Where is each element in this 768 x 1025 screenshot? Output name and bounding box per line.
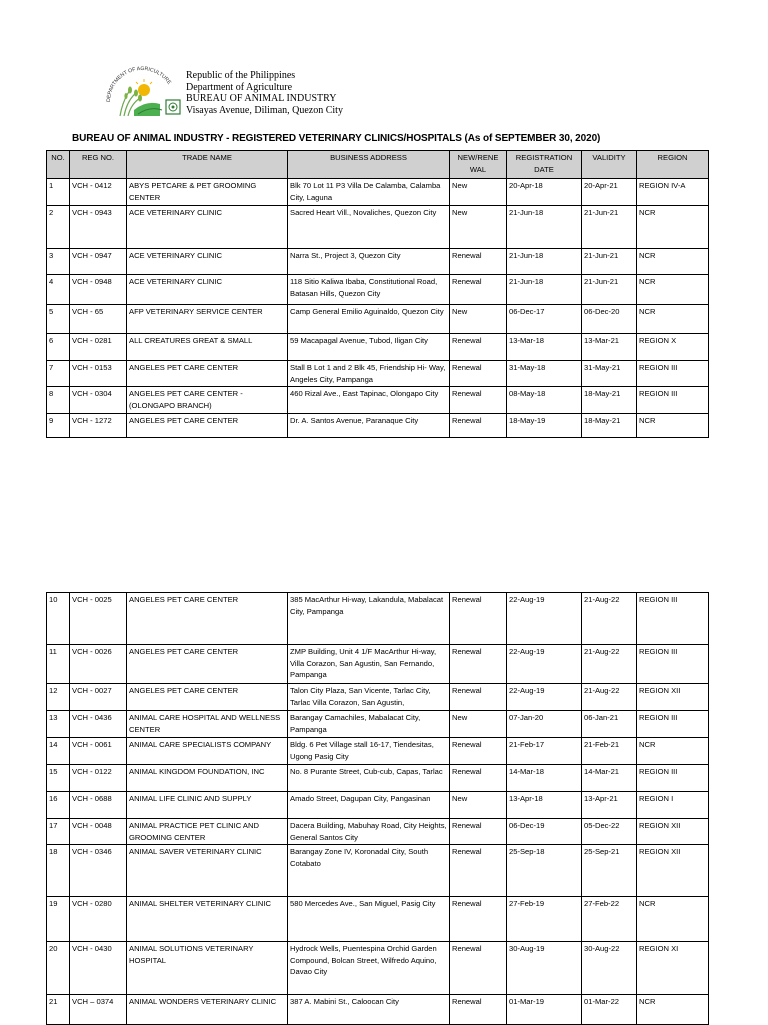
business-address: Dacera Building, Mabuhay Road, City Heights, General Santos City xyxy=(288,819,450,845)
reg-number: VCH - 0026 xyxy=(70,645,127,684)
reg-number: VCH - 0025 xyxy=(70,593,127,645)
registration-date: 14-Mar-18 xyxy=(507,765,582,792)
table-row xyxy=(47,845,709,897)
new-renewal: Renewal xyxy=(450,845,507,897)
new-renewal: New xyxy=(450,305,507,334)
row-number: 3 xyxy=(47,249,70,275)
trade-name: ANIMAL SOLUTIONS VETERINARY HOSPITAL xyxy=(127,942,288,995)
reg-number: VCH - 0280 xyxy=(70,897,127,942)
validity-date: 21-Aug-22 xyxy=(582,593,637,645)
registration-date: 13-Mar-18 xyxy=(507,334,582,361)
table-row xyxy=(47,249,709,275)
business-address: 580 Mercedes Ave., San Miguel, Pasig City xyxy=(288,897,450,942)
reg-number: VCH - 0947 xyxy=(70,249,127,275)
trade-name: ANIMAL LIFE CLINIC AND SUPPLY xyxy=(127,792,288,819)
trade-name: ANIMAL KINGDOM FOUNDATION, INC xyxy=(127,765,288,792)
region: NCR xyxy=(637,995,709,1025)
row-number: 10 xyxy=(47,593,70,645)
registration-date: 21-Jun-18 xyxy=(507,206,582,249)
table-row xyxy=(47,305,709,334)
col-trade-name-header: TRADE NAME xyxy=(127,151,288,179)
validity-date: 25-Sep-21 xyxy=(582,845,637,897)
table-row xyxy=(47,387,709,414)
business-address: Sacred Heart Vill., Novaliches, Quezon City xyxy=(288,206,450,249)
business-address: 387 A. Mabini St., Caloocan City xyxy=(288,995,450,1025)
table-row xyxy=(47,819,709,845)
row-number: 19 xyxy=(47,897,70,942)
region: REGION I xyxy=(637,792,709,819)
registration-date: 31-May-18 xyxy=(507,361,582,387)
region: REGION XI xyxy=(637,942,709,995)
trade-name: ALL CREATURES GREAT & SMALL xyxy=(127,334,288,361)
region: REGION III xyxy=(637,645,709,684)
registration-date: 22-Aug-19 xyxy=(507,645,582,684)
row-number: 20 xyxy=(47,942,70,995)
business-address: Blk 70 Lot 11 P3 Villa De Calamba, Calamba City, Laguna xyxy=(288,179,450,206)
bureau-line: BUREAU OF ANIMAL INDUSTRY xyxy=(186,93,337,104)
reg-number: VCH - 0412 xyxy=(70,179,127,206)
registration-date: 25-Sep-18 xyxy=(507,845,582,897)
document-title: BUREAU OF ANIMAL INDUSTRY - REGISTERED VETERINARY CLINICS/HOSPITALS (As of SEPTEMBER 30, 2020) xyxy=(72,133,601,144)
region: NCR xyxy=(637,206,709,249)
registration-date: 08-May-18 xyxy=(507,387,582,414)
table-row xyxy=(47,765,709,792)
reg-number: VCH – 0374 xyxy=(70,995,127,1025)
region: REGION XII xyxy=(637,819,709,845)
trade-name: ANIMAL CARE SPECIALISTS COMPANY xyxy=(127,738,288,765)
clinics-table-1 xyxy=(46,150,709,438)
reg-number: VCH - 0048 xyxy=(70,819,127,845)
new-renewal: Renewal xyxy=(450,275,507,305)
col-type-header: NEW/RENE WAL xyxy=(450,151,507,179)
table-1-body xyxy=(47,179,709,438)
business-address: Hydrock Wells, Puentespina Orchid Garden Compound, Bolcan Street, Wilfredo Aquino, Davao City xyxy=(288,942,450,995)
new-renewal: Renewal xyxy=(450,414,507,438)
region: NCR xyxy=(637,275,709,305)
table-row xyxy=(47,792,709,819)
reg-number: VCH - 0061 xyxy=(70,738,127,765)
validity-date: 18-May-21 xyxy=(582,387,637,414)
republic-line: Republic of the Philippines xyxy=(186,70,296,81)
business-address: 59 Macapagal Avenue, Tubod, Iligan City xyxy=(288,334,450,361)
validity-date: 27-Feb-22 xyxy=(582,897,637,942)
table-row xyxy=(47,711,709,738)
trade-name: ANGELES PET CARE CENTER xyxy=(127,593,288,645)
validity-date: 14-Mar-21 xyxy=(582,765,637,792)
row-number: 17 xyxy=(47,819,70,845)
business-address: No. 8 Purante Street, Cub-cub, Capas, Tarlac xyxy=(288,765,450,792)
new-renewal: New xyxy=(450,206,507,249)
new-renewal: Renewal xyxy=(450,995,507,1025)
trade-name: AFP VETERINARY SERVICE CENTER xyxy=(127,305,288,334)
trade-name: ANGELES PET CARE CENTER xyxy=(127,361,288,387)
business-address: Bldg. 6 Pet Village stall 16-17, Tiendesitas, Ugong Pasig City xyxy=(288,738,450,765)
region: NCR xyxy=(637,897,709,942)
table-row xyxy=(47,334,709,361)
region: REGION III xyxy=(637,387,709,414)
reg-number: VCH - 0943 xyxy=(70,206,127,249)
business-address: Talon City Plaza, San Vicente, Tarlac City, Tarlac Villa Corazon, San Agustin, xyxy=(288,684,450,711)
business-address: Camp General Emilio Aguinaldo, Quezon City xyxy=(288,305,450,334)
table-row xyxy=(47,645,709,684)
business-address: ZMP Building, Unit 4 1/F MacArthur Hi-way, Villa Corazon, San Agustin, San Fernando, Pampanga xyxy=(288,645,450,684)
table-row xyxy=(47,738,709,765)
trade-name: ABYS PETCARE & PET GROOMING CENTER xyxy=(127,179,288,206)
reg-number: VCH - 0304 xyxy=(70,387,127,414)
new-renewal: Renewal xyxy=(450,765,507,792)
business-address: Dr. A. Santos Avenue, Paranaque City xyxy=(288,414,450,438)
trade-name: ACE VETERINARY CLINIC xyxy=(127,206,288,249)
reg-number: VCH - 0027 xyxy=(70,684,127,711)
business-address: 385 MacArthur Hi-way, Lakandula, Mabalacat City, Pampanga xyxy=(288,593,450,645)
new-renewal: New xyxy=(450,792,507,819)
row-number: 2 xyxy=(47,206,70,249)
validity-date: 31-May-21 xyxy=(582,361,637,387)
trade-name: ANIMAL PRACTICE PET CLINIC AND GROOMING CENTER xyxy=(127,819,288,845)
table-row xyxy=(47,275,709,305)
validity-date: 13-Mar-21 xyxy=(582,334,637,361)
letterhead-text xyxy=(186,70,343,116)
reg-number: VCH - 0948 xyxy=(70,275,127,305)
business-address: Narra St., Project 3, Quezon City xyxy=(288,249,450,275)
new-renewal: Renewal xyxy=(450,684,507,711)
validity-date: 06-Dec-20 xyxy=(582,305,637,334)
business-address: Barangay Camachiles, Mabalacat City, Pampanga xyxy=(288,711,450,738)
trade-name: ANGELES PET CARE CENTER - (OLONGAPO BRANCH) xyxy=(127,387,288,414)
business-address: Barangay Zone IV, Koronadal City, South Cotabato xyxy=(288,845,450,897)
registration-date: 18-May-19 xyxy=(507,414,582,438)
col-region-header: REGION xyxy=(637,151,709,179)
trade-name: ANIMAL CARE HOSPITAL AND WELLNESS CENTER xyxy=(127,711,288,738)
registration-date: 21-Feb-17 xyxy=(507,738,582,765)
region: REGION XII xyxy=(637,684,709,711)
table-row xyxy=(47,942,709,995)
table-row xyxy=(47,206,709,249)
registration-date: 21-Jun-18 xyxy=(507,249,582,275)
business-address: 460 Rizal Ave., East Tapinac, Olongapo City xyxy=(288,387,450,414)
business-address: Amado Street, Dagupan City, Pangasinan xyxy=(288,792,450,819)
row-number: 16 xyxy=(47,792,70,819)
row-number: 15 xyxy=(47,765,70,792)
table-row xyxy=(47,414,709,438)
region: REGION III xyxy=(637,765,709,792)
registration-date: 06-Dec-17 xyxy=(507,305,582,334)
business-address: 118 Sitio Kaliwa Ibaba, Constitutional Road, Batasan Hills, Quezon City xyxy=(288,275,450,305)
validity-date: 30-Aug-22 xyxy=(582,942,637,995)
validity-date: 21-Aug-22 xyxy=(582,645,637,684)
reg-number: VCH - 0688 xyxy=(70,792,127,819)
row-number: 8 xyxy=(47,387,70,414)
validity-date: 20-Apr-21 xyxy=(582,179,637,206)
new-renewal: Renewal xyxy=(450,942,507,995)
trade-name: ANIMAL SAVER VETERINARY CLINIC xyxy=(127,845,288,897)
reg-number: VCH - 0153 xyxy=(70,361,127,387)
new-renewal: New xyxy=(450,711,507,738)
region: NCR xyxy=(637,414,709,438)
registration-date: 01-Mar-19 xyxy=(507,995,582,1025)
trade-name: ANIMAL SHELTER VETERINARY CLINIC xyxy=(127,897,288,942)
col-address-header: BUSINESS ADDRESS xyxy=(288,151,450,179)
validity-date: 05-Dec-22 xyxy=(582,819,637,845)
validity-date: 13-Apr-21 xyxy=(582,792,637,819)
validity-date: 21-Jun-21 xyxy=(582,275,637,305)
region: REGION XII xyxy=(637,845,709,897)
new-renewal: New xyxy=(450,179,507,206)
trade-name: ACE VETERINARY CLINIC xyxy=(127,249,288,275)
validity-date: 21-Jun-21 xyxy=(582,206,637,249)
region: REGION IV-A xyxy=(637,179,709,206)
region: REGION X xyxy=(637,334,709,361)
registration-date: 13-Apr-18 xyxy=(507,792,582,819)
row-number: 5 xyxy=(47,305,70,334)
address-line: Visayas Avenue, Diliman, Quezon City xyxy=(186,104,343,116)
row-number: 6 xyxy=(47,334,70,361)
reg-number: VCH - 65 xyxy=(70,305,127,334)
clinics-table-2 xyxy=(46,592,709,1025)
registration-date: 22-Aug-19 xyxy=(507,593,582,645)
validity-date: 06-Jan-21 xyxy=(582,711,637,738)
registration-date: 30-Aug-19 xyxy=(507,942,582,995)
region: NCR xyxy=(637,305,709,334)
region: REGION III xyxy=(637,711,709,738)
validity-date: 21-Jun-21 xyxy=(582,249,637,275)
table-row xyxy=(47,361,709,387)
new-renewal: Renewal xyxy=(450,819,507,845)
seal-arc-text: DEPARTMENT OF AGRICULTURE xyxy=(105,65,173,103)
registration-date: 22-Aug-19 xyxy=(507,684,582,711)
new-renewal: Renewal xyxy=(450,249,507,275)
col-reg-header: REG NO. xyxy=(70,151,127,179)
new-renewal: Renewal xyxy=(450,645,507,684)
row-number: 12 xyxy=(47,684,70,711)
table-2-body xyxy=(47,593,709,1025)
department-seal-icon xyxy=(100,60,184,122)
region: REGION III xyxy=(637,593,709,645)
row-number: 21 xyxy=(47,995,70,1025)
reg-number: VCH - 1272 xyxy=(70,414,127,438)
col-date-header: REGISTRATION DATE xyxy=(507,151,582,179)
reg-number: VCH - 0346 xyxy=(70,845,127,897)
new-renewal: Renewal xyxy=(450,593,507,645)
registration-date: 27-Feb-19 xyxy=(507,897,582,942)
trade-name: ANIMAL WONDERS VETERINARY CLINIC xyxy=(127,995,288,1025)
row-number: 1 xyxy=(47,179,70,206)
col-no-header: NO. xyxy=(47,151,70,179)
new-renewal: Renewal xyxy=(450,361,507,387)
row-number: 4 xyxy=(47,275,70,305)
trade-name: ANGELES PET CARE CENTER xyxy=(127,645,288,684)
registration-date: 20-Apr-18 xyxy=(507,179,582,206)
reg-number: VCH - 0122 xyxy=(70,765,127,792)
new-renewal: Renewal xyxy=(450,334,507,361)
registration-date: 06-Dec-19 xyxy=(507,819,582,845)
new-renewal: Renewal xyxy=(450,387,507,414)
table-1-header xyxy=(47,151,709,179)
new-renewal: Renewal xyxy=(450,738,507,765)
table-row xyxy=(47,995,709,1025)
validity-date: 18-May-21 xyxy=(582,414,637,438)
table-row xyxy=(47,179,709,206)
reg-number: VCH - 0436 xyxy=(70,711,127,738)
row-number: 11 xyxy=(47,645,70,684)
validity-date: 01-Mar-22 xyxy=(582,995,637,1025)
validity-date: 21-Aug-22 xyxy=(582,684,637,711)
registration-date: 07-Jan-20 xyxy=(507,711,582,738)
reg-number: VCH - 0281 xyxy=(70,334,127,361)
table-row xyxy=(47,684,709,711)
registration-date: 21-Jun-18 xyxy=(507,275,582,305)
region: NCR xyxy=(637,249,709,275)
row-number: 7 xyxy=(47,361,70,387)
trade-name: ACE VETERINARY CLINIC xyxy=(127,275,288,305)
col-validity-header: VALIDITY xyxy=(582,151,637,179)
reg-number: VCH - 0430 xyxy=(70,942,127,995)
row-number: 9 xyxy=(47,414,70,438)
row-number: 18 xyxy=(47,845,70,897)
department-line: Department of Agriculture xyxy=(186,81,293,93)
row-number: 13 xyxy=(47,711,70,738)
table-row xyxy=(47,897,709,942)
letterhead xyxy=(100,60,500,122)
row-number: 14 xyxy=(47,738,70,765)
trade-name: ANGELES PET CARE CENTER xyxy=(127,684,288,711)
region: NCR xyxy=(637,738,709,765)
table-row xyxy=(47,593,709,645)
new-renewal: Renewal xyxy=(450,897,507,942)
validity-date: 21-Feb-21 xyxy=(582,738,637,765)
trade-name: ANGELES PET CARE CENTER xyxy=(127,414,288,438)
region: REGION III xyxy=(637,361,709,387)
business-address: Stall B Lot 1 and 2 Blk 45, Friendship Hi- Way, Angeles City, Pampanga xyxy=(288,361,450,387)
